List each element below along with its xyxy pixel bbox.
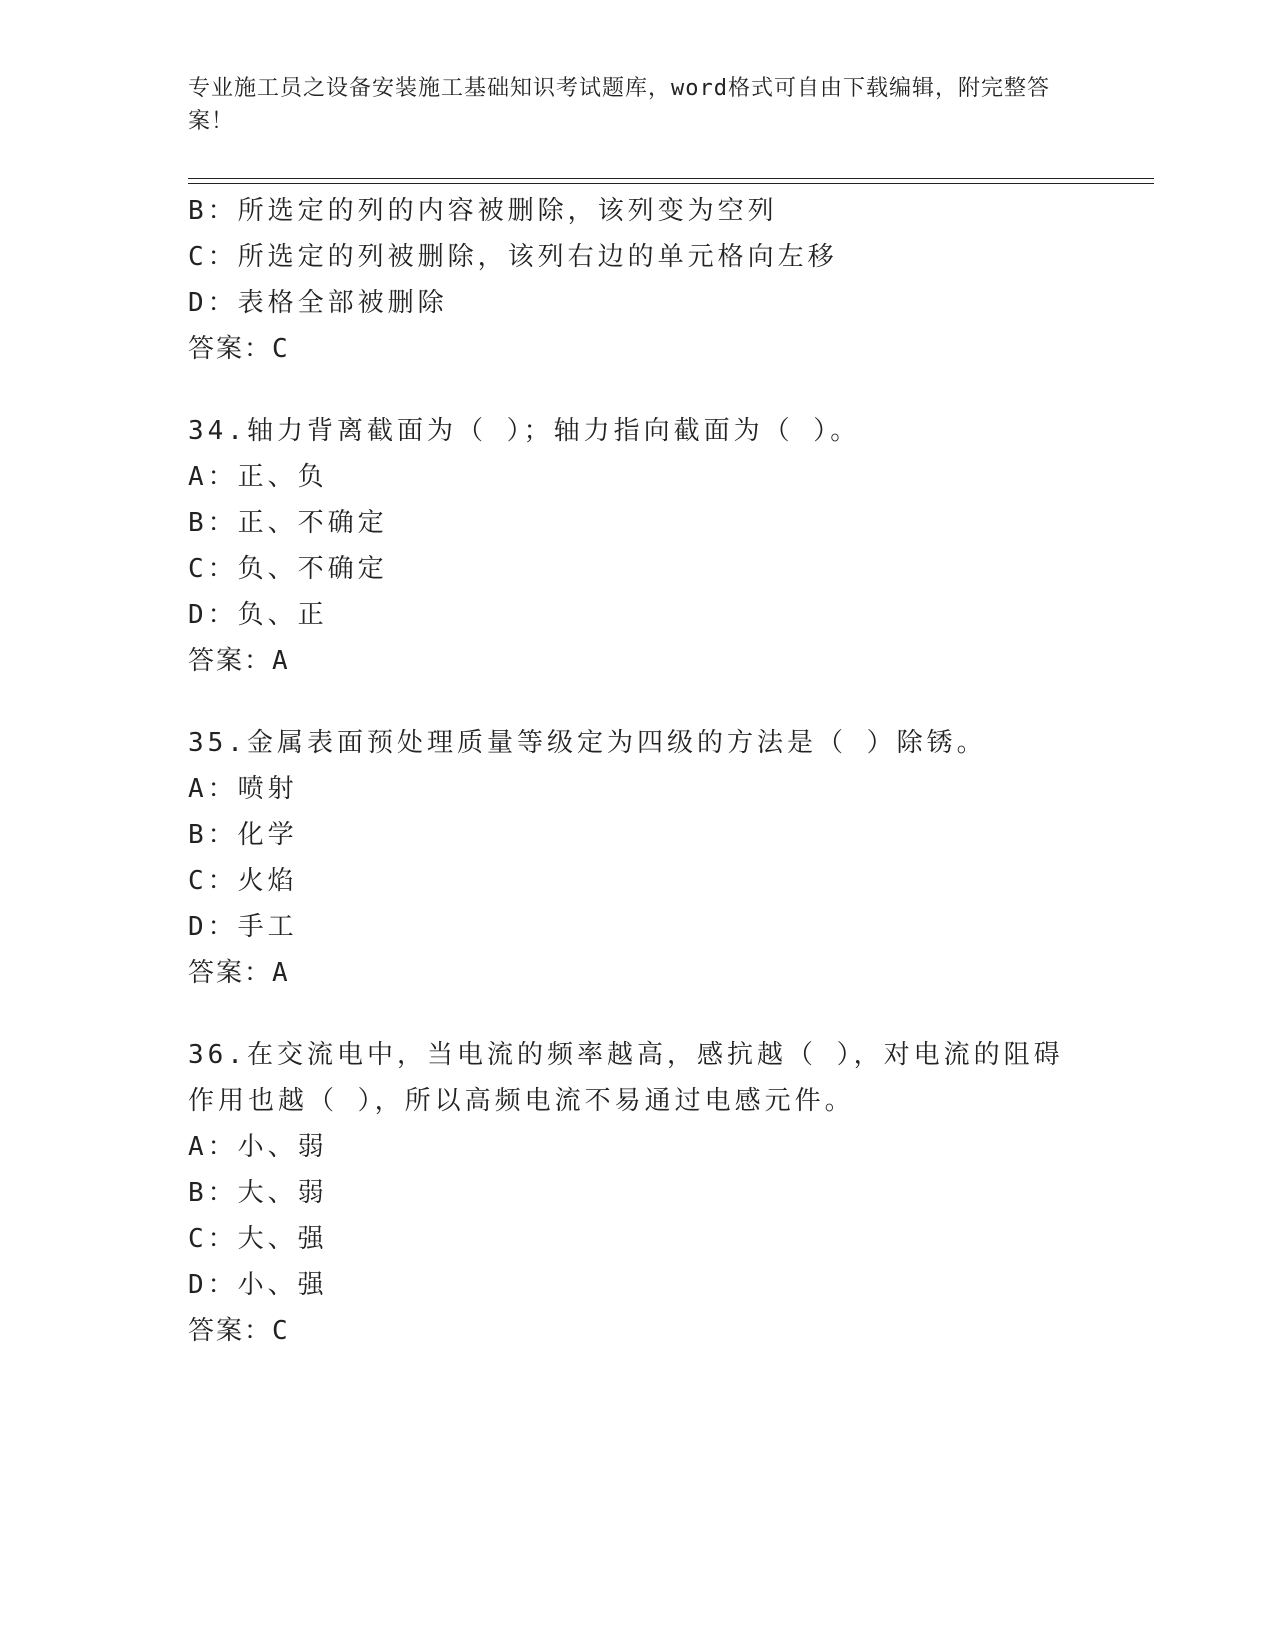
answer: 答案：C: [188, 1316, 290, 1346]
answer: 答案：A: [188, 646, 290, 676]
option-d: D：小、强: [188, 1270, 328, 1300]
document-header: 专业施工员之设备安装施工基础知识考试题库，word格式可自由下载编辑，附完整答案！: [188, 76, 1050, 134]
option-a: A：小、弱: [188, 1132, 328, 1162]
option-c: C：所选定的列被删除，该列右边的单元格向左移: [188, 242, 838, 272]
option-d: D：手工: [188, 912, 298, 942]
option-b: B：正、不确定: [188, 508, 388, 538]
header-rule-top: [188, 178, 1154, 179]
option-c: C：火焰: [188, 866, 298, 896]
question-content: [188, 188, 1088, 1354]
question-text: 35.金属表面预处理质量等级定为四级的方法是（ ）除锈。: [188, 728, 987, 758]
question-text: 34.轴力背离截面为（ ）；轴力指向截面为（ ）。: [188, 416, 861, 446]
option-b: B：大、弱: [188, 1178, 328, 1208]
question-34: [188, 408, 1088, 684]
question-36: [188, 1032, 1088, 1354]
option-b: B：所选定的列的内容被删除，该列变为空列: [188, 196, 778, 226]
option-d: D：表格全部被删除: [188, 288, 448, 318]
question-35: [188, 720, 1088, 996]
continued-question: [188, 188, 1088, 372]
answer: 答案：A: [188, 958, 290, 988]
option-b: B：化学: [188, 820, 298, 850]
answer: 答案：C: [188, 334, 290, 364]
option-d: D：负、正: [188, 600, 328, 630]
question-text: 36.在交流电中，当电流的频率越高，感抗越（ ），对电流的阻碍作用也越（ ），所以高频电流不易通过电感元件。: [188, 1040, 1064, 1116]
option-a: A：正、负: [188, 462, 328, 492]
option-a: A：喷射: [188, 774, 298, 804]
header-rule-bottom: [188, 183, 1154, 184]
option-c: C：负、不确定: [188, 554, 388, 584]
option-c: C：大、强: [188, 1224, 328, 1254]
